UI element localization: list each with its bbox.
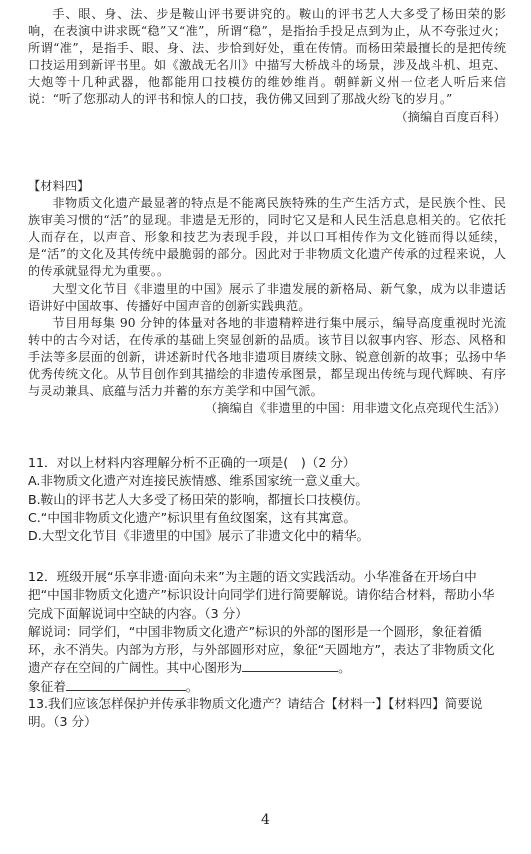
q12-blank-2[interactable] [66, 678, 186, 691]
q12-stem: 12．班级开展“乐享非遗·面向未来”为主题的语文实践活动。小华准备在开场白中把“中国非物质文化遗产”标识设计向同学们进行简要解说。请你结合材料，帮助小华完成下面解说词中空缺的内容。（3 分） [28, 569, 495, 621]
q13-text: 13.我们应该怎样保护并传承非物质文化遗产？请结合【材料一】【材料四】简要说明。（3 分） [28, 696, 483, 730]
material4-paragraph-2: 大型文化节目《非遗里的中国》展示了非遗发展的新格局、新气象，成为以非遗话语讲好中国故事、传播好中国声音的创新实践典范。 [28, 281, 506, 313]
material4-label: 【材料四】 [28, 179, 90, 193]
question-11 [28, 454, 506, 545]
question-12 [28, 568, 506, 696]
top-source: （摘编自百度百科） [395, 109, 506, 124]
q11-option-b: B.鞍山的评书艺人大多受了杨田荣的影响，都擅长口技模仿。 [28, 491, 369, 507]
q12-line2-prefix: 象征着 [28, 678, 66, 694]
material4-source: （摘编自《非遗里的中国：用非遗文化点亮现代生活》） [204, 401, 506, 416]
material4-paragraph-1: 非物质文化遗产最显著的特点是不能离民族特殊的生产生活方式，是民族个性、民族审美习惯的“活”的显现。非遗是无形的，同时它又是和人民生活息息相关的。它依托人而存在，以声音、形象和技艺为表现手段，并以口耳相传作为文化链而得以延续，是“活”的文化及其传统中最脆弱的部分。因此对于非物质文化遗产传承的过程来说，人的传承就显得尤为重要。。 [28, 196, 506, 279]
q12-answer-text: 解说词：同学们，“中国非物质文化遗产”标识的外部的图形是一个圆形，象征着循环，永不消失。内部为方形，与外部圆形对应，象征“天圆地方”，表达了非物质文化遗产存在空间的广阔性。其中心图形为 [28, 623, 495, 676]
q12-end-1: 。 [338, 660, 351, 676]
question-13 [28, 695, 506, 732]
material4-passage [28, 178, 506, 417]
q11-option-c: C.“中国非物质文化遗产”标识里有鱼纹图案，这有其寓意。 [28, 509, 357, 525]
top-paragraph: 手、眼、身、法、步是鞍山评书要讲究的。鞍山的评书艺人大多受了杨田荣的影响，在表演中讲求既“稳”又“准”，所谓“稳”，是指抬手投足点到为止，从不夸张过火；所谓“准”，是指手、眼、身、法、步恰到好处，重在传情。而杨田荣最擅长的是把传统口技运用到新评书里。如《激战无名川》中描写大桥战斗的场景，涉及战斗机、坦克、大炮等十几种武器，他都能用口技模仿的维妙维肖。朝鲜新义州一位老人听后来信说：“听了您那动人的评书和惊人的口技，我仿佛又回到了那战火纷飞的岁月。” [28, 7, 506, 107]
q12-blank-1[interactable] [242, 659, 338, 672]
material4-paragraph-3: 节目用每集 90 分钟的体量对各地的非遗精粹进行集中展示，编导高度重视时光流转中的古今对话，在传承的基础上突显创新的品质。该节目以叙事内容、形态、风格和手法等多层面的创新，讲述新时代各地非遗项目赓续文脉、锐意创新的故事；弘扬中华优秀传统文化。从节目创作到其描绘的非遗传承图景，都呈现出传统与现代辉映、有序与灵动兼具、底蕴与活力并蓄的东方美学和中国气派。 [28, 315, 506, 399]
top-passage [28, 6, 506, 126]
q11-option-a: A.非物质文化遗产对连接民族情感、维系国家统一意义重大。 [28, 473, 368, 489]
q11-option-d: D.大型文化节目《非遗里的中国》展示了非遗文化中的精华。 [28, 528, 370, 544]
q11-stem: 11．对以上材料内容理解分析不正确的一项是( )（2 分） [28, 455, 356, 470]
q12-end-2: 。 [185, 678, 199, 694]
page-number: 4 [261, 812, 270, 828]
